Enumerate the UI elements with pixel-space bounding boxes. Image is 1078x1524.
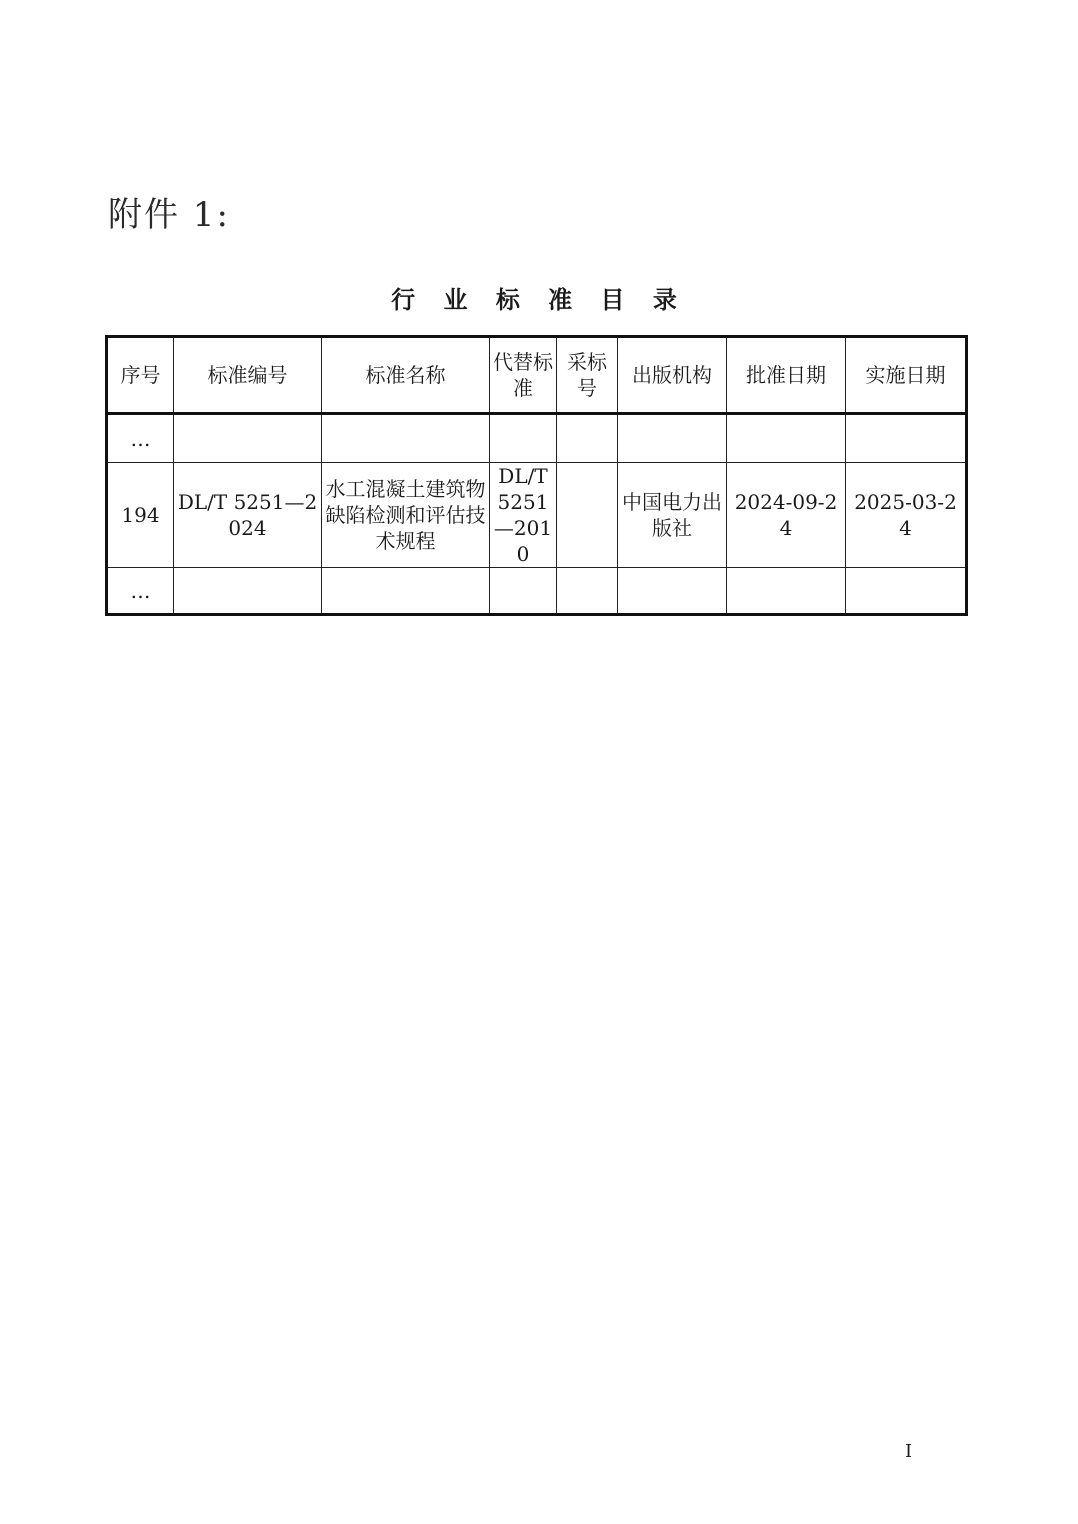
std-no-cell: DL/T 5251—2024 <box>174 463 322 568</box>
empty-cell <box>727 568 846 615</box>
empty-cell <box>618 568 727 615</box>
approval-date-cell: 2024-09-24 <box>727 463 846 568</box>
table-row <box>107 568 967 615</box>
publisher-cell: 中国电力出版社 <box>618 463 727 568</box>
header-approval-date: 批准日期 <box>727 337 846 414</box>
adopted-no-cell <box>557 463 618 568</box>
empty-cell <box>618 414 727 463</box>
header-std-no: 标准编号 <box>174 337 322 414</box>
attachment-label: 附件 1: <box>108 195 230 235</box>
header-std-name: 标准名称 <box>322 337 490 414</box>
header-replaced-std: 代替标准 <box>490 337 557 414</box>
ellipsis-cell: … <box>107 568 174 615</box>
header-adopted-no: 采标号 <box>557 337 618 414</box>
empty-cell <box>846 568 967 615</box>
header-seq: 序号 <box>107 337 174 414</box>
table-header-row <box>107 337 967 414</box>
empty-cell <box>490 414 557 463</box>
empty-cell <box>490 568 557 615</box>
empty-cell <box>322 414 490 463</box>
empty-cell <box>174 414 322 463</box>
header-publisher: 出版机构 <box>618 337 727 414</box>
empty-cell <box>174 568 322 615</box>
table-row <box>107 463 967 568</box>
replaced-std-cell: DL/T 5251—2010 <box>490 463 557 568</box>
effective-date-cell: 2025-03-24 <box>846 463 967 568</box>
standards-table <box>105 335 968 616</box>
empty-cell <box>557 414 618 463</box>
empty-cell <box>322 568 490 615</box>
ellipsis-cell: … <box>107 414 174 463</box>
header-effective-date: 实施日期 <box>846 337 967 414</box>
empty-cell <box>846 414 967 463</box>
seq-cell: 194 <box>107 463 174 568</box>
empty-cell <box>557 568 618 615</box>
std-name-cell: 水工混凝土建筑物缺陷检测和评估技术规程 <box>322 463 490 568</box>
table-row <box>107 414 967 463</box>
page-number: I <box>905 1441 913 1462</box>
empty-cell <box>727 414 846 463</box>
table-title: 行 业 标 准 目 录 <box>391 286 687 314</box>
